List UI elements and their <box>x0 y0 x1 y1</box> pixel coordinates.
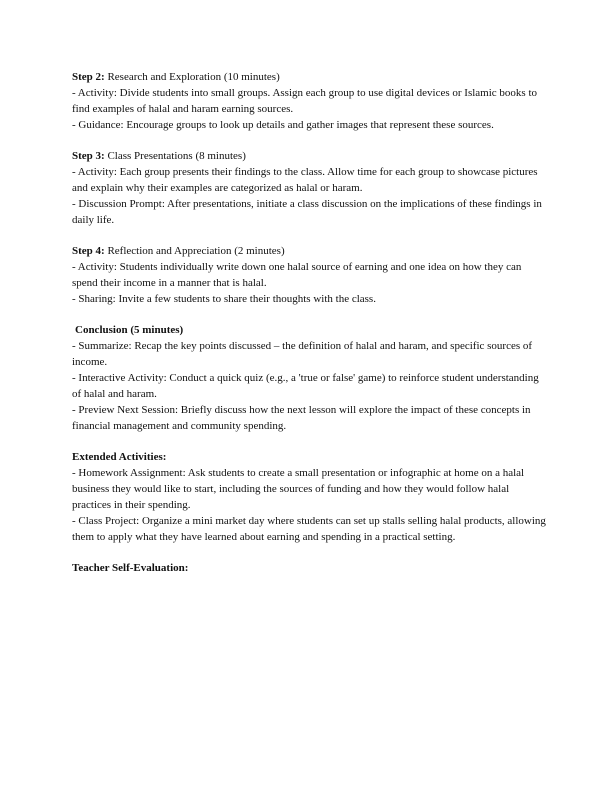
activity-line: - Activity: Each group presents their findings to the class. Allow time for each group to showcase pictures and explain why their examples are categorized as halal or haram. <box>72 166 538 194</box>
section-heading <box>72 322 547 338</box>
class-project-line: - Class Project: Organize a mini market day where students can set up stalls selling halal products, allowing them to apply what they have learned about earning and spending in a practical setting. <box>72 515 546 543</box>
heading-bold: Step 4: <box>72 245 105 257</box>
heading-bold: Step 2: <box>72 71 105 83</box>
heading-bold: Teacher Self-Evaluation: <box>72 562 189 574</box>
section-conclusion <box>72 322 547 434</box>
section-step-4 <box>72 243 547 307</box>
summarize-line: - Summarize: Recap the key points discussed – the definition of halal and haram, and specific sources of income. <box>72 340 533 368</box>
activity-line: - Activity: Divide students into small groups. Assign each group to use digital devices or Islamic books to find examples of halal and haram earning sources. <box>72 87 537 115</box>
homework-assignment-line: - Homework Assignment: Ask students to create a small presentation or infographic at home on a halal business they would like to start, including the sources of funding and how they would follow halal practices in their spending. <box>72 467 525 511</box>
preview-next-session-line: - Preview Next Session: Briefly discuss how the next lesson will explore the impact of these concepts in financial management and community spending. <box>72 404 531 432</box>
heading-bold: Extended Activities: <box>72 451 167 463</box>
section-step-3 <box>72 148 547 228</box>
document-page <box>72 69 547 591</box>
heading-text: Reflection and Appreciation (2 minutes) <box>104 245 285 257</box>
section-extended-activities <box>72 449 547 545</box>
heading-bold: Step 3: <box>72 150 105 162</box>
heading-bold: Conclusion (5 minutes) <box>75 324 184 336</box>
sharing-line: - Sharing: Invite a few students to share their thoughts with the class. <box>72 293 376 305</box>
section-step-2 <box>72 69 547 133</box>
heading-text: Research and Exploration (10 minutes) <box>104 71 280 83</box>
section-teacher-self-evaluation <box>72 560 547 576</box>
discussion-prompt-line: - Discussion Prompt: After presentations, initiate a class discussion on the implications of these findings in daily life. <box>72 198 542 226</box>
activity-line: - Activity: Students individually write down one halal source of earning and one idea on how they can spend their income in a manner that is halal. <box>72 261 522 289</box>
section-heading <box>72 69 547 85</box>
guidance-line: - Guidance: Encourage groups to look up details and gather images that represent these sources. <box>72 119 494 131</box>
interactive-activity-line: - Interactive Activity: Conduct a quick quiz (e.g., a 'true or false' game) to reinforce student understanding of halal and haram. <box>72 372 539 400</box>
section-heading <box>72 560 547 576</box>
section-heading <box>72 449 547 465</box>
section-heading <box>72 148 547 164</box>
section-heading <box>72 243 547 259</box>
heading-text: Class Presentations (8 minutes) <box>104 150 246 162</box>
